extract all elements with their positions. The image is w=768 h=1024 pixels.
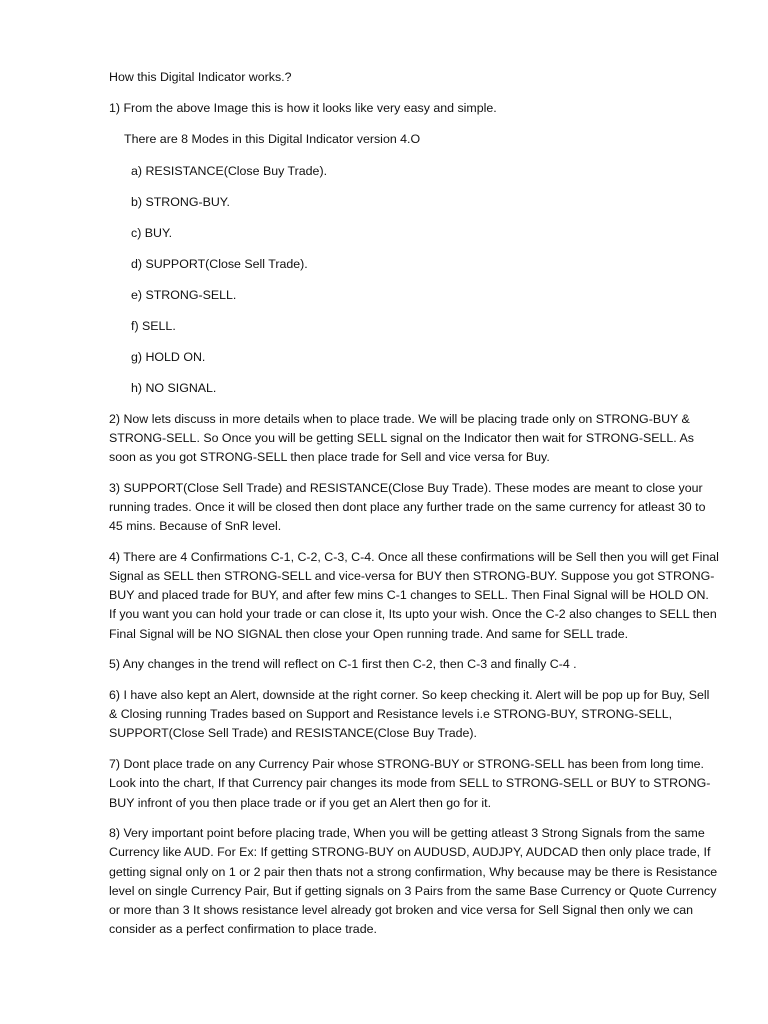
mode-item-b: b) STRONG-BUY.: [131, 194, 230, 209]
point-7: 7) Dont place trade on any Currency Pair whose STRONG-BUY or STRONG-SELL has been from long time. Look into the chart, If that Currency pair changes its mode from SELL to STRONG-SELL or BUY to STRONG-BUY infront of you then place trade or if you get an Alert then go for it.: [109, 757, 711, 810]
mode-item-g: g) HOLD ON.: [131, 349, 206, 364]
point-4: 4) There are 4 Confirmations C-1, C-2, C-3, C-4. Once all these confirmations will be Sell then you will get Final Signal as SELL then STRONG-SELL and vice-versa for BUY then STRONG-BUY. Suppose you got STRONG-BUY and placed trade for BUY, and after few mins C-1 changes to SELL. Then Final Signal will be HOLD ON. If you want you can hold your trade or can close it, Its upto your wish. Once the C-2 also changes to SELL then Final Signal will be NO SIGNAL then close your Open running trade. And same for SELL trade.: [109, 549, 719, 641]
mode-item-a: a) RESISTANCE(Close Buy Trade).: [131, 163, 328, 178]
modes-list: [109, 162, 719, 398]
document-title: How this Digital Indicator works.?: [109, 70, 292, 84]
mode-item-h: h) NO SIGNAL.: [131, 380, 217, 395]
point-5: 5) Any changes in the trend will reflect on C-1 first then C-2, then C-3 and finally C-4 .: [109, 657, 577, 672]
point-3: 3) SUPPORT(Close Sell Trade) and RESISTANCE(Close Buy Trade). These modes are meant to close your running trades. Once it will be closed then dont place any further trade on the same currency for atleast 30 to 45 mins. Because of SnR level.: [109, 480, 706, 534]
point-1: 1) From the above Image this is how it looks like very easy and simple.: [109, 101, 497, 116]
mode-item-e: e) STRONG-SELL.: [131, 287, 237, 302]
mode-item-f: f) SELL.: [131, 318, 176, 333]
point-6: 6) I have also kept an Alert, downside at the right corner. So keep checking it. Alert will be pop up for Buy, Sell & Closing running Trades based on Support and Resistance levels i.e STRONG-BUY, STRONG-SELL, SUPPORT(Close Sell Trade) and RESISTANCE(Close Buy Trade).: [109, 688, 710, 741]
point-8: 8) Very important point before placing trade, When you will be getting atleast 3 Strong Signals from the same Currency like AUD. For Ex: If getting STRONG-BUY on AUDUSD, AUDJPY, AUDCAD then only place trade, If getting signal only on 1 or 2 pair then thats not a strong confirmation, Why because may be there is Resistance level on single Currency Pair, But if getting signals on 3 Pairs from the same Base Currency or Quote Currency or more than 3 It shows resistance level already got broken and vice versa for Sell Signal then only we can consider as a perfect confirmation to place trade.: [109, 826, 718, 937]
document-page: [109, 68, 719, 951]
mode-item-d: d) SUPPORT(Close Sell Trade).: [131, 256, 308, 271]
mode-item-c: c) BUY.: [131, 225, 173, 240]
modes-intro: There are 8 Modes in this Digital Indicator version 4.O: [124, 132, 421, 147]
point-2: 2) Now lets discuss in more details when to place trade. We will be placing trade only on STRONG-BUY & STRONG-SELL. So Once you will be getting SELL signal on the Indicator then wait for STRONG-SELL. As soon as you got STRONG-SELL then place trade for Sell and vice versa for Buy.: [109, 411, 694, 465]
